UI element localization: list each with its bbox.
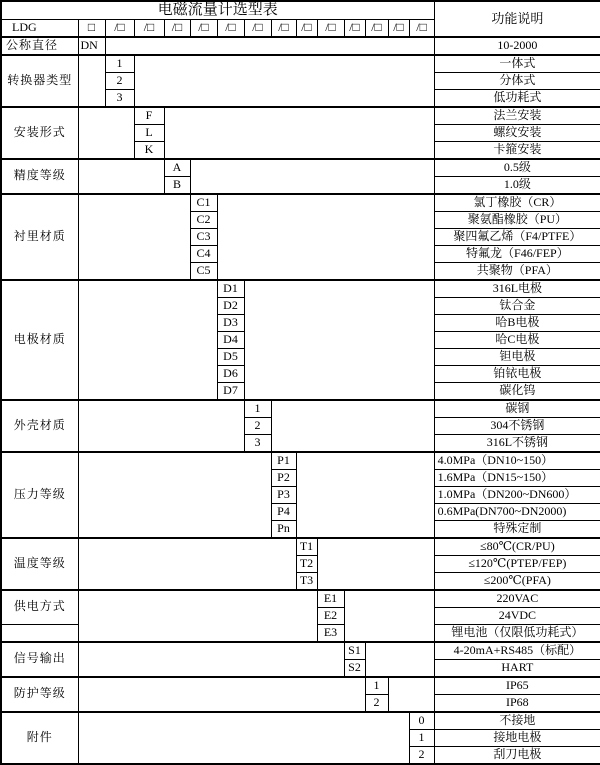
code-cell: 1	[409, 729, 434, 746]
desc-cell: 刮刀电极	[434, 746, 600, 764]
desc-cell: 4-20mA+RS485（标配）	[434, 642, 600, 660]
code-cell: P2	[271, 469, 296, 486]
desc-cell: 1.0级	[434, 176, 600, 194]
code-cell: T3	[296, 572, 317, 590]
code-cell: 0	[409, 712, 434, 730]
desc-cell: 氯丁橡胶（CR）	[434, 194, 600, 212]
code-cell: D3	[217, 314, 244, 331]
model-slot-cell: /□	[271, 19, 296, 37]
model-prefix: LDG	[1, 19, 78, 37]
group-label-electrode: 电极材质	[1, 280, 78, 400]
code-cell: 1	[244, 400, 271, 418]
filler-cell	[78, 107, 134, 159]
group-label-temperature: 温度等级	[1, 538, 78, 590]
desc-cell: ≤120℃(PTEP/FEP)	[434, 555, 600, 572]
filler-cell	[78, 159, 164, 194]
code-cell: C3	[190, 228, 217, 245]
desc-cell: 共聚物（PFA）	[434, 262, 600, 280]
filler-cell	[78, 590, 317, 642]
desc-cell: 哈C电极	[434, 331, 600, 348]
code-cell: C5	[190, 262, 217, 280]
code-cell: D6	[217, 365, 244, 382]
model-slot-cell: /□	[409, 19, 434, 37]
code-cell: C1	[190, 194, 217, 212]
code-cell: 2	[409, 746, 434, 764]
code-cell: 3	[244, 434, 271, 452]
desc-cell: 1.6MPa（DN15~150）	[434, 469, 600, 486]
filler-cell	[365, 642, 434, 677]
desc-cell: IP65	[434, 677, 600, 695]
desc-cell: 0.6MPa(DN700~DN2000)	[434, 503, 600, 520]
desc-cell: 钛合金	[434, 297, 600, 314]
filler-cell	[190, 159, 434, 194]
table-title: 电磁流量计选型表	[1, 1, 434, 19]
code-cell: P1	[271, 452, 296, 470]
function-column-header: 功能说明	[434, 1, 600, 37]
filler-cell	[78, 55, 105, 107]
code-cell: S2	[344, 659, 365, 677]
desc-cell: 220VAC	[434, 590, 600, 608]
desc-cell: 不接地	[434, 712, 600, 730]
filler-cell	[78, 538, 296, 590]
model-slot-cell: /□	[296, 19, 317, 37]
group-label-pressure: 压力等级	[1, 452, 78, 538]
model-slot-cell: /□	[105, 19, 134, 37]
group-label-accessories: 附件	[1, 712, 78, 764]
desc-cell: 304不锈钢	[434, 417, 600, 434]
desc-cell: 哈B电极	[434, 314, 600, 331]
group-label-accuracy: 精度等级	[1, 159, 78, 194]
code-cell: DN	[78, 37, 105, 55]
filler-cell	[78, 452, 271, 538]
group-label-lining: 衬里材质	[1, 194, 78, 280]
group-label-signal-output: 信号输出	[1, 642, 78, 677]
filler-cell	[105, 37, 434, 55]
desc-cell: 0.5级	[434, 159, 600, 177]
desc-cell: 锂电池（仅限低功耗式）	[434, 624, 600, 642]
code-cell: 2	[244, 417, 271, 434]
model-slot-cell: /□	[190, 19, 217, 37]
model-slot-cell: /□	[317, 19, 344, 37]
filler-cell	[317, 538, 434, 590]
desc-cell: 24VDC	[434, 607, 600, 624]
code-cell: T2	[296, 555, 317, 572]
desc-cell: 螺纹安装	[434, 124, 600, 141]
code-cell: C2	[190, 211, 217, 228]
filler-cell	[271, 400, 434, 452]
code-cell: D7	[217, 382, 244, 400]
code-cell: P3	[271, 486, 296, 503]
group-label-converter-type: 转换器类型	[1, 55, 78, 107]
code-cell: E1	[317, 590, 344, 608]
filler-cell	[344, 590, 434, 642]
code-cell: 2	[105, 72, 134, 89]
desc-cell: 4.0MPa（DN10~150）	[434, 452, 600, 470]
code-cell: T1	[296, 538, 317, 556]
filler-cell	[78, 194, 190, 280]
model-slot-cell: /□	[388, 19, 409, 37]
model-slot-cell: /□	[217, 19, 244, 37]
model-slot-cell: /□	[365, 19, 388, 37]
code-cell: E2	[317, 607, 344, 624]
desc-cell: 卡箍安装	[434, 141, 600, 159]
code-cell: 1	[105, 55, 134, 73]
code-cell: D2	[217, 297, 244, 314]
group-label-power-supply: 供电方式	[1, 590, 78, 625]
desc-cell: 特殊定制	[434, 520, 600, 538]
code-cell: P4	[271, 503, 296, 520]
filler-cell	[296, 452, 434, 538]
code-cell: 2	[365, 694, 388, 712]
code-cell: 3	[105, 89, 134, 107]
code-cell: 1	[365, 677, 388, 695]
desc-cell: 一体式	[434, 55, 600, 73]
group-label-protection: 防护等级	[1, 677, 78, 712]
desc-cell: 316L电极	[434, 280, 600, 298]
group-label-installation: 安装形式	[1, 107, 78, 159]
desc-cell: IP68	[434, 694, 600, 712]
code-cell: C4	[190, 245, 217, 262]
code-cell: B	[164, 176, 190, 194]
desc-cell: 聚氨酯橡胶（PU）	[434, 211, 600, 228]
desc-cell: ≤80℃(CR/PU)	[434, 538, 600, 556]
desc-cell: 316L不锈钢	[434, 434, 600, 452]
code-cell: D4	[217, 331, 244, 348]
filler-cell	[78, 280, 217, 400]
code-cell: D5	[217, 348, 244, 365]
desc-cell: 钽电极	[434, 348, 600, 365]
group-label-housing: 外壳材质	[1, 400, 78, 452]
desc-cell: 聚四氟乙烯（F4/PTFE）	[434, 228, 600, 245]
filler-cell	[78, 677, 365, 712]
desc-cell: 碳化钨	[434, 382, 600, 400]
desc-cell: 10-2000	[434, 37, 600, 55]
code-cell: K	[134, 141, 164, 159]
code-cell: S1	[344, 642, 365, 660]
desc-cell: 接地电极	[434, 729, 600, 746]
filler-cell	[244, 280, 434, 400]
code-cell: L	[134, 124, 164, 141]
filler-cell	[78, 642, 344, 677]
desc-cell: 法兰安装	[434, 107, 600, 125]
desc-cell: 分体式	[434, 72, 600, 89]
desc-cell: 铂铱电极	[434, 365, 600, 382]
filler-cell	[78, 712, 409, 764]
desc-cell: 1.0MPa（DN200~DN600）	[434, 486, 600, 503]
code-cell: E3	[317, 624, 344, 642]
code-cell: A	[164, 159, 190, 177]
desc-cell: ≤200℃(PFA)	[434, 572, 600, 590]
filler-cell	[134, 55, 434, 107]
model-slot-cell: /□	[134, 19, 164, 37]
model-slot-cell: /□	[344, 19, 365, 37]
desc-cell: 碳钢	[434, 400, 600, 418]
group-label-diameter: 公称直径	[1, 37, 78, 55]
model-slot-cell: /□	[164, 19, 190, 37]
filler-cell	[78, 400, 244, 452]
filler-cell	[217, 194, 434, 280]
model-slot-cell: /□	[244, 19, 271, 37]
code-cell: Pn	[271, 520, 296, 538]
model-box-cell: □	[78, 19, 105, 37]
filler-label-cell	[1, 624, 78, 642]
filler-cell	[164, 107, 434, 159]
code-cell: D1	[217, 280, 244, 298]
code-cell: F	[134, 107, 164, 125]
filler-cell	[388, 677, 434, 712]
desc-cell: 特氟龙（F46/FEP）	[434, 245, 600, 262]
desc-cell: HART	[434, 659, 600, 677]
desc-cell: 低功耗式	[434, 89, 600, 107]
